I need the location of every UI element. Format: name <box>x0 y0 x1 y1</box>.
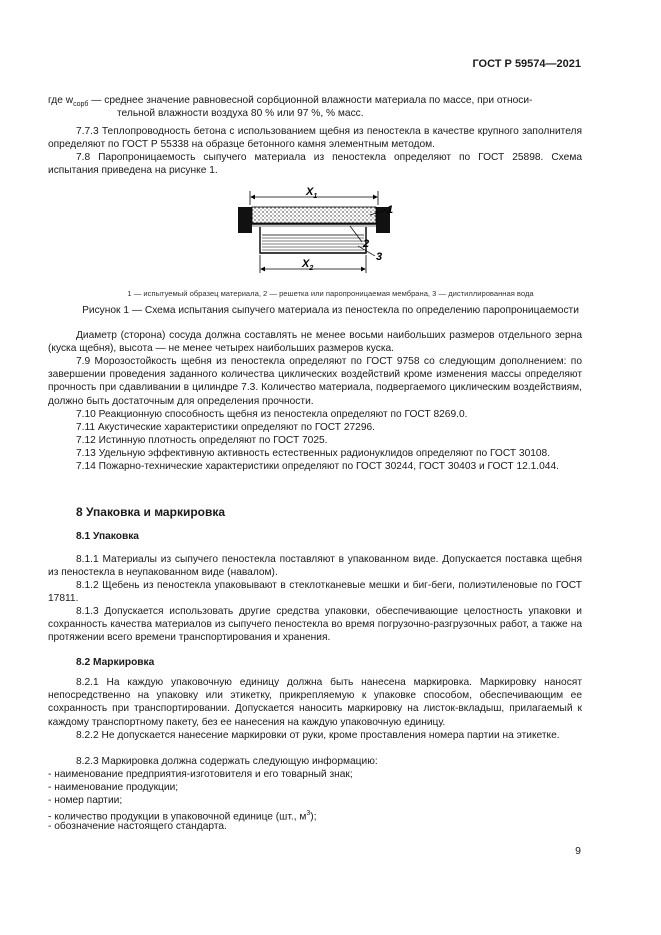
paragraph-7-10: 7.10 Реакционную способность щебня из пеностекла определяют по ГОСТ 8269.0. <box>76 409 468 420</box>
figure-vapor-test-scheme <box>230 183 420 283</box>
paragraph-7-9: 7.9 Морозостойкость щебня из пеностекла определяют по ГОСТ 9758 со следующим дополнением: по завершении проведения заданного количества циклических воздействий кроме изменения массы определяют прочность при сдавливании в цилиндре 7.3. Количество материала, подвергаемого циклическим воздействиям, должно быть достаточным для определения прочности. <box>48 356 582 407</box>
paragraph-diameter: Диаметр (сторона) сосуда должна составлять не менее восьми наибольших размеров отдельного зерна (куска щебня), высота — не менее четырех наибольших размеров куска. <box>48 330 582 355</box>
left-flange <box>238 207 252 233</box>
x1-label: $X_1$ <box>306 186 318 200</box>
list-item-text: - количество продукции в упаковочной единице (шт., м <box>48 811 307 823</box>
paragraph-8-2-3: 8.2.3 Маркировка должна содержать следующую информацию: <box>76 756 378 767</box>
section-8-1-title: 8.1 Упаковка <box>76 531 139 542</box>
where-line2: тельной влажности воздуха 80 % или 97 %, % масс. <box>117 108 364 119</box>
vessel <box>260 227 366 253</box>
where-sub: сорб <box>73 101 89 109</box>
paragraph-7-8: 7.8 Паропроницаемость сыпучего материала из пеностекла определяют по ГОСТ 25898. Схема испытания приведена на рисунке 1. <box>48 152 582 177</box>
figure-caption: Рисунок 1 — Схема испытания сыпучего материала из пеностекла по определению паропроницаемости <box>82 305 579 316</box>
callout-2: 2 <box>363 238 370 250</box>
where-prefix: где w <box>48 95 74 106</box>
callout-1: 1 <box>387 204 394 216</box>
list-item: - обозначение настоящего стандарта. <box>48 821 227 832</box>
section-8-2-title: 8.2 Маркировка <box>76 657 155 668</box>
paragraph-7-11: 7.11 Акустические характеристики определяют по ГОСТ 27296. <box>76 422 376 433</box>
figure-legend: 1 — испытуемый образец материала, 2 — решетка или паропроницаемая мембрана, 3 — дистиллированная вода <box>127 289 534 298</box>
paragraph-8-2-2: 8.2.2 Не допускается нанесение маркировки от руки, кроме проставления номера партии на этикетке. <box>76 730 560 741</box>
x2-label: $X_2$ <box>302 258 314 272</box>
paragraph-8-2-1: 8.2.1 На каждую упаковочную единицу должна быть нанесена маркировка. Маркировку наносят непосредственно на упаковку или этикетку, прикрепляемую к упаковке способом, обеспечивающим ее сохранность при транспортировании. Допускается наносить маркировку на листок-вкладыш, прилагаемый к каждому транспортному пакету, без ее нанесения на каждую упаковочную единицу. <box>48 677 582 728</box>
where-line1: — среднее значение равновесной сорбционной влажности материала по массе, при относи- <box>88 95 533 106</box>
list-item: - наименование продукции; <box>48 782 179 793</box>
paragraph-7-7-3: 7.7.3 Теплопроводность бетона с использованием щебня из пеностекла в качестве крупного заполнителя определяют по ГОСТ Р 55338 на образце бетонного камня элементным методом. <box>48 126 582 151</box>
sample-layer <box>252 207 376 223</box>
paragraph-8-1-2: 8.1.2 Щебень из пеностекла упаковывают в стеклотканевые мешки и биг-беги, полиэтиленовые по ГОСТ 17811. <box>48 580 582 605</box>
page-number: 9 <box>575 845 581 857</box>
paragraph-7-12: 7.12 Истинную плотность определяют по ГОСТ 7025. <box>76 435 328 446</box>
paragraph-8-1-1: 8.1.1 Материалы из сыпучего пеностекла поставляют в упакованном виде. Допускается поставка щебня из пеностекла в неупакованном виде (навалом). <box>48 554 582 579</box>
document-header: ГОСТ Р 59574—2021 <box>472 58 581 70</box>
list-item-tail: ); <box>310 811 317 823</box>
paragraph-7-13: 7.13 Удельную эффективную активность естественных радионуклидов определяют по ГОСТ 30108. <box>76 448 551 459</box>
paragraph-8-1-3: 8.1.3 Допускается использовать другие средства упаковки, обеспечивающие целостность упаковки и сохранность качества материалов из сыпучего пеностекла во время погрузочно-разгрузочных работ, а также на протяжении всего времени транспортирования и хранения. <box>48 606 582 644</box>
callout-3: 3 <box>376 251 383 263</box>
paragraph-7-14: 7.14 Пожарно-технические характеристики определяют по ГОСТ 30244, ГОСТ 30403 и ГОСТ 12.1.044. <box>76 461 559 472</box>
callout-leader-2 <box>350 226 362 242</box>
list-item: - номер партии; <box>48 795 123 806</box>
section-8-title: 8 Упаковка и маркировка <box>76 505 226 519</box>
list-item: - наименование предприятия-изготовителя и его товарный знак; <box>48 769 353 780</box>
list-item-sup: 3 <box>306 810 311 817</box>
